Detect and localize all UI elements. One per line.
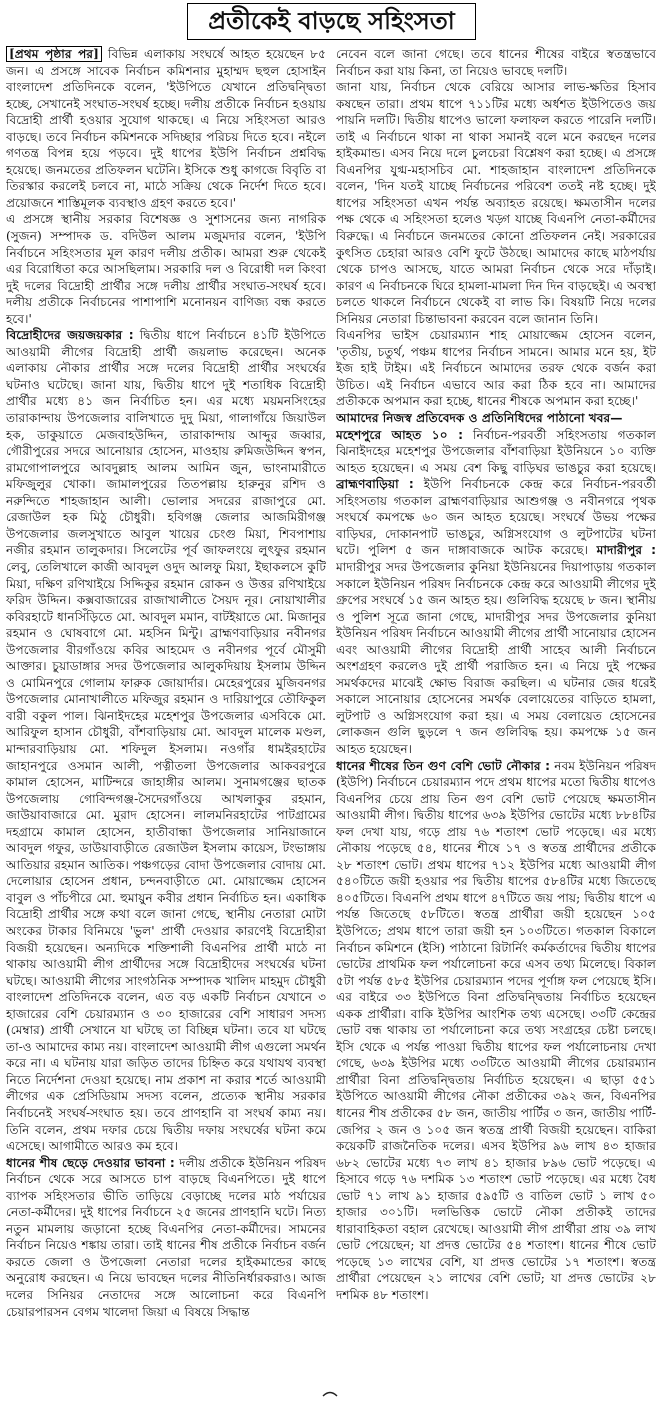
continued-tag: [প্রথম পৃষ্ঠার পর] xyxy=(6,46,102,62)
brahmanbaria-subhead: ব্রাহ্মণবাড়িয়া : xyxy=(336,477,414,492)
left-column xyxy=(6,46,326,1386)
maheshpur-subhead: মহেশপুরে আহত ১০ : xyxy=(336,427,463,442)
right-paragraph-3: বিএনপির ভাইস চেয়ারম্যান শাহ মোয়াজ্জেম হোসেন বলেন, 'তৃতীয়, চতুর্থ, পঞ্চম ধাপের নির্বাচন সামনে। আমার মনে হয়, ইট ইজ হাই টাইম। এই নির্বাচনে আমাদের তরফ থেকে বর্জন করা উচিত। এই নির্বাচন এভাবে আর করা ঠিক হবে না। আমাদের প্রতীককে অপমান করা হচ্ছে, ধানের শীষকে অপমান করা হচ্ছে।' xyxy=(336,328,656,409)
right-paragraph-1: নেবেন বলে জানা গেছে। তবে ধানের শীষের বাইরে স্বতন্ত্রভাবে নির্বাচন করা যায় কিনা, তা নিয়েও ভাবছে দলটি। xyxy=(336,47,656,78)
right-paragraph-2: জানা যায়, নির্বাচন থেকে বেরিয়ে আসার লাভ-ক্ষতির হিসাব কষছেন তারা। প্রথম ধাপে ৭১১টির মধ্যে অর্ধশত ইউপিতেও জয় পায়নি দলটি। দ্বিতীয় ধাপেও ভালো ফলাফল করতে পারেনি দলটি। তাই এ নির্বাচনে থাকা না থাকা সমানই বলে মনে করছেন দলের হাইকমান্ড। এসব নিয়ে দলে চুলচেরা বিশ্লেষণ করা হচ্ছে। এ প্রসঙ্গে বিএনপির যুগ্ম-মহাসচিব মো. শাহজাহান বাংলাদেশ প্রতিদিনকে বলেন, 'দিন যতই যাচ্ছে নির্বাচনের পরিবেশ ততই নষ্ট হচ্ছে। দুই ধাপের সহিংসতা এখন পর্যন্ত অব্যাহত রয়েছে। ক্ষমতাসীন দলের পক্ষ থেকে এ সহিংসতা হলেও খড়্গ যাচ্ছে বিএনপি নেতা-কর্মীদের বিরুদ্ধে। এ নির্বাচনে জনমতের কোনো প্রতিফলন নেই। সরকারের কুৎসিত চেহারা আরও বেশি ফুটে উঠছে। আমাদের কাছে মাঠপর্যায় থেকে চাপও আসছে, যাতে আমরা নির্বাচন থেকে সরে দাঁড়াই। কারণ এ নির্বাচনকে ঘিরে হামলা-মামলা দিন দিন বাড়ছেই। এ অবস্থা চলতে থাকলে নির্বাচনে থেকেই বা লাভ কি। বিষয়টি নিয়ে দলের সিনিয়র নেতারা চিন্তাভাবনা করবেন বলে জানান তিনি। xyxy=(336,80,656,326)
headline: প্রতীকেই বাড়ছে সহিংসতা xyxy=(187,3,476,40)
madaripur-subhead: মাদারীপুর : xyxy=(596,543,656,558)
maheshpur-text: নির্বাচন-পরবর্তী সহিংসতায় গতকাল ঝিনাইদহের মহেশপুর উপজেলার বাঁশবাড়িয়া ইউনিয়নে ১০ ব্যক্তি আহত হয়েছেন। এ সময় বেশ কিছু বাড়িঘর ভাঙচুর করা হয়েছে। xyxy=(336,427,656,475)
left-section-rebels xyxy=(6,327,326,1154)
votes-subhead: ধানের শীষের তিন গুণ বেশি ভোট নৌকার : xyxy=(336,758,551,773)
left-paragraph-2: এ প্রসঙ্গে স্থানীয় সরকার বিশেষজ্ঞ ও সুশাসনের জন্য নাগরিক (সুজন) সম্পাদক ড. বদিউল আলম মজুমদার বলেন, 'ইউপি নির্বাচনে সহিংসতার মূল কারণ দলীয় প্রতীক। আমরা শুরু থেকেই এর বিরোধিতা করে আসছিলাম। সরকারি দল ও বিরোধী দল কিংবা দুই দলের বিদ্রোহী প্রার্থীর সঙ্গে দলীয় প্রার্থীর সংঘাত-সংঘর্ষ হবে। দলীয় প্রতীকে নির্বাচনের পাশাপাশি মনোনয়ন বাণিজ্য বন্ধ করতে হবে।' xyxy=(6,212,326,326)
left-section-boycott xyxy=(6,1155,326,1320)
votes-text: নবম ইউনিয়ন পরিষদ (ইউপি) নির্বাচনে চেয়ারম্যান পদে প্রথম ধাপের মতো দ্বিতীয় ধাপেও বিএনপির চেয়ে প্রায় তিন গুণ বেশি ভোট পেয়েছে ক্ষমতাসীন আওয়ামী লীগ। দ্বিতীয় ধাপের ৬৩৯ ইউপির ভোটের মধ্যে ৮৮৪টির ফল দেখা যায়, গড়ে প্রায় ৭৬ শতাংশ ভোট পড়েছে। এর মধ্যে নৌকায় পড়েছে ৫৪, ধানের শীষে ১৭ ও স্বতন্ত্র প্রার্থীদের প্রতীকে ২৮ শতাংশ ভোট। প্রথম ধাপের ৭১২ ইউপির মধ্যে আওয়ামী লীগ ৫৪০টিতে জয়ী হওয়ার পর দ্বিতীয় ধাপের ৫৮৪টির মধ্যে জিতেছে ৪০৫টিতে। বিএনপি প্রথম ধাপে ৪৭টিতে জয় পায়; দ্বিতীয় ধাপে এ পর্যন্ত জিতেছে ৫৮টিতে। স্বতন্ত্র প্রার্থীরা জয়ী হয়েছেন ১০৫ ইউপিতে; প্রথম ধাপে তারা জয়ী হন ১০৩টিতে। গতকাল বিকালে নির্বাচন কমিশনে (ইসি) পাঠানো রিটার্নিং কর্মকর্তাদের দ্বিতীয় ধাপের ভোটের প্রাথমিক ফল পর্যালোচনা করে এসব তথ্য মিলেছে। বিকাল ৫টা পর্যন্ত ৫৮৫ ইউপির চেয়ারম্যান পদের পূর্ণাঙ্গ ফল পেয়েছে ইসি। এর বাইরে ৩৩ ইউপিতে বিনা প্রতিদ্বন্দ্বিতায় নির্বাচিত হয়েছেন একক প্রার্থীরা। বাকি ইউপির আংশিক তথ্য এসেছে। ৩৩টি কেন্দ্রের ভোট বন্ধ থাকায় তা পর্যালোচনা করে তথ্য সংগ্রহের চেষ্টা চলছে। ইসি থেকে এ পর্যন্ত পাওয়া দ্বিতীয় ধাপের ফল পর্যালোচনায় দেখা গেছে, ৬৩৯ ইউপির মধ্যে ৩৩টিতে আওয়ামী লীগের চেয়ারম্যান প্রার্থীরা বিনা প্রতিদ্বন্দ্বিতায় নির্বাচিত হয়েছেন। এ ছাড়া ৫৫১ ইউপিতে আওয়ামী লীগের নৌকা প্রতীকের ৩৯২ জন, বিএনপির ধানের শীষ প্রতীকের ৫৮ জন, জাতীয় পার্টির ৩ জন, জাতীয় পার্টি-জেপির ২ জন ও ১০৫ জন স্বতন্ত্র প্রার্থী বিজয়ী হয়েছেন। বাকিরা কয়েকটি রাজনৈতিক দলের। এসব ইউপির ৯৬ লাখ ৪৩ হাজার ৬৮২ ভোটের মধ্যে ৭৩ লাখ ৪১ হাজার ৮৯৬ ভোট পড়েছে। এ হিসাবে গড়ে ৭৬ দশমিক ১৩ শতাংশ ভোট পড়েছে। এর মধ্যে বৈধ ভোট ৭১ লাখ ৯১ হাজার ৫৯৫টি ও বাতিল ভোট ১ লাখ ৫০ হাজার ৩০১টি। দলভিত্তিক ভোটে নৌকা প্রতীকই তাদের ধারাবাহিকতা বহাল রেখেছে। আওয়ামী লীগ প্রার্থীরা প্রায় ৩৯ লাখ ভোট পেয়েছেন; যা প্রদত্ত ভোটের ৫৪ শতাংশ। ধানের শীষে ভোট পড়েছে ১৩ লাখের বেশি, যা প্রদত্ত ভোটের ১৭ শতাংশ। স্বতন্ত্র প্রার্থীরা পেয়েছেন ২১ লাখের বেশি ভোট; যা প্রদত্ত ভোটের ২৮ দশমিক ৪৮ শতাংশ। xyxy=(336,758,656,1303)
rebels-text: দ্বিতীয় ধাপে নির্বাচনে ৪১টি ইউপিতে আওয়ামী লীগের বিদ্রোহী প্রার্থী জয়লাভ করেছেন। অনেক এলাকায় নৌকার প্রার্থীর সঙ্গে দলের বিদ্রোহী প্রার্থীর সংঘর্ষের ঘটনাও ঘটেছে। জানা যায়, দ্বিতীয় ধাপে দুই শতাধিক বিদ্রোহী প্রার্থীর মধ্যে ৪১ জন নির্বাচিত হন। এর মধ্যে ময়মনসিংহের তারাকান্দায় উপজেলার বালিখাতে দুদু মিয়া, গালাগাঁয়ে জিয়াউল হক, ডাকুয়াতে মেজবাহউদ্দিন, তারাকান্দায় আব্দুর জব্বার, গৌরীপুরের সদরে আনোয়ার হোসেন, মাওহায় রুমিজউদ্দিন স্বপন, রামগোপালপুরে আবদুল্লাহ আলম আমিন জুন, ভাংনামারীতে মফিজুলুর খোকা। জামালপুরের তিতপল্লায় হারুনুর রশিদ ও নরুন্দিতে শাহজাহান আলী। ভোলার সদরের রাজাপুরে মো. রেজাউল হক মিঠু চৌধুরী। হবিগঞ্জ জেলার আজমিরীগঞ্জ উপজেলার জলসুখাতে আবুল খায়ের চেংগু মিয়া, শিবপাশায় নজীর রহমান তালুকদার। সিলেটের পূর্ব জাফলংয়ে লুৎফুর রহমান লেবু, তেলিখালে কাজী আবদুল ওদুদ আলফু মিয়া, ইছাকলসে কুটি মিয়া, দক্ষিণ রণিখাইয়ে সিদ্দিকুর রহমান রোকন ও উত্তর রণিখাইয়ে ফরিদ উদ্দিন। কক্সবাজারের রাজাখালীতে সৈয়দ নূর। নোয়াখালীর কবিরহাটে ধানসিঁড়িতে মো. আবদুল মমান, বাটইয়াতে মো. মিজানুর রহমান ও ঘোষবাগে মো. মহসিন মিন্টু। ব্রাহ্মণবাড়িয়ার নবীনগর উপজেলার বীরগাঁওয়ে কবির আহমেদ ও নবীনগর পূর্বে মৌসুমী আক্তার। চুয়াডাঙ্গার সদর উপজেলার আলুকদিয়ায় ইসলাম উদ্দিন ও মোমিনপুরে গোলাম ফারুক জোয়ার্দার। মেহেরপুরের মুজিবনগর উপজেলার মোনাখালীতে মফিজুর রহমান ও দারিয়াপুরে তৌফিকুল বারী বকুল পাল। ঝিনাইদহের মহেশপুর উপজেলার এসবিকে মো. আরিফুল হাসান চৌধুরী, বাঁশবাড়িয়ায় মো. আবদুল মালেক মণ্ডল, মান্দারবাড়িয়ায় মো. শফিদুল ইসলাম। নওগাঁর ধামইরহাটের জাহানপুরে ওসমান আলী, পত্নীতলা উপজেলার আকবরপুরে কামাল হোসেন, মাটিন্দরে জাহাঙ্গীর আলম। সুনামগঞ্জের ছাতক উপজেলায় গোবিন্দগঞ্জ-সৈদেরগাঁওয়ে আখলাকুর রহমান, জাউয়াবাজারে মো. মুরাদ হোসেন। লালমনিরহাটের পাটগ্রামের দহগ্রামে কামাল হোসেন, হাতীবান্ধা উপজেলার সানিয়াজানে আবদুল গফুর, ডাউয়াবাড়ীতে রেজাউল ইসলাম কায়েস, টংভাঙ্গায় আতিয়ার রহমান আতিক। পঞ্চগড়ের বোদা উপজেলার বোদায় মো. দেলোয়ার হোসেন প্রধান, চন্দনবাড়ীতে মো. মোয়াজ্জেম হোসেন বাবুল ও পাঁচপীরে মো. হুমায়ুন কবীর প্রধান নির্বাচিত হন। একাধিক বিদ্রোহী প্রার্থীর সঙ্গে কথা বলে জানা গেছে, স্থানীয় নেতারা মোটা অংকের টাকার বিনিময়ে 'ভুল' প্রার্থী দেওয়ার কারণেই বিদ্রোহীরা বিজয়ী হয়েছেন। অন্যদিকে শক্তিশালী বিএনপির প্রার্থী মাঠে না থাকায় আওয়ামী লীগ প্রার্থীদের সঙ্গে বিদ্রোহীদের সংঘর্ষের ঘটনা ঘটছে। আওয়ামী লীগের সাংগঠনিক সম্পাদক খালিদ মাহমুদ চৌধুরী বাংলাদেশ প্রতিদিনকে বলেন, এত বড় একটি নির্বাচন যেখানে ৩ হাজারের বেশি চেয়ারম্যান ও ৩০ হাজারের বেশি সাধারণ সদস্য (মেম্বার) প্রার্থী সেখানে যা ঘটছে তা বিচ্ছিন্ন ঘটনা। তবে যা ঘটছে তা-ও আমাদের কাম্য নয়। বাংলাদেশ আওয়ামী লীগ এগুলো সমর্থন করে না। এ ঘটনায় যারা জড়িত তাদের চিহ্নিত করে যথাযথ ব্যবস্থা নিতে নির্দেশনা দেওয়া হয়েছে। নাম প্রকাশ না করার শর্তে আওয়ামী লীগের এক প্রেসিডিয়াম সদস্য বলেন, প্রত্যেক স্থানীয় সরকার নির্বাচনেই সংঘর্ষ-সংঘাত হয়। তবে প্রাণহানি বা সংঘর্ষ কাম্য নয়। তিনি বলেন, প্রথম দফার চেয়ে দ্বিতীয় দফায় সংঘর্ষের ঘটনা কমে এসেছে। আগামীতে আরও কম হবে। xyxy=(6,328,326,1154)
page-continuation-mark xyxy=(320,1387,340,1399)
left-paragraph-1 xyxy=(6,46,326,211)
left-p1-text: বিভিন্ন এলাকায় সংঘর্ষে আহত হয়েছেন ৮৫ জন। এ প্রসঙ্গে সাবেক নির্বাচন কমিশনার মুহাম্মদ ছহুল হোসাইন বাংলাদেশ প্রতিদিনকে বলেন, 'ইউপিতে যেখানে প্রতিদ্বন্দ্বিতা হচ্ছে, সেখানেই সংঘাত-সংঘর্ষ হচ্ছে। দলীয় প্রতীকে নির্বাচন হওয়ায় বিদ্রোহী প্রার্থী হওয়ার সুযোগ থাকছে। এ নিয়ে সহিংসতা আরও বাড়ছে। তবে নির্বাচন কমিশনকে সদিচ্ছার পরিচয় দিতে হবে। নইলে গণতন্ত্র বিপন্ন হয়ে পড়বে। দুই ধাপের ইউপি নির্বাচন প্রশ্নবিদ্ধ হয়েছে। জনমতের প্রতিফলন ঘটেনি। ইসিকে শুধু কাগজে বিবৃতি বা তিরস্কার করলেই চলবে না, মাঠে সক্রিয় থেকে নির্দেশ দিতে হবে। প্রয়োজনে শাস্তিমূলক ব্যবস্থাও গ্রহণ করতে হবে।' xyxy=(6,47,326,210)
right-section-maheshpur xyxy=(336,427,656,758)
headline-area xyxy=(6,0,657,46)
rebels-subhead: বিদ্রোহীদের জয়জয়কার : xyxy=(6,328,134,343)
madaripur-text: মাদারীপুর সদর উপজেলার কুনিয়া ইউনিয়নের দিয়াপাড়ায় গতকাল সকালে ইউনিয়ন পরিষদ নির্বাচনকে কেন্দ্র করে আওয়ামী লীগের দুই গ্রুপের সংঘর্ষে ১৫ জন আহত হয়। গুলিবিদ্ধ হয়েছে ৮ জন। স্থানীয় ও পুলিশ সূত্রে জানা গেছে, মাদারীপুর সদর উপজেলার কুনিয়া ইউনিয়ন পরিষদ নির্বাচনে আওয়ামী লীগের প্রার্থী সানোয়ার হোসেন এবং আওয়ামী লীগের বিদ্রোহী প্রার্থী সাহেব আলী নির্বাচনে অংশগ্রহণ করলেও দুই প্রার্থী পরাজিত হন। এ নিয়ে দুই পক্ষের সমর্থকদের মাঝেই ক্ষোভ বিরাজ করছিল। এ ঘটনার জের ধরেই সকালে সানোয়ার হোসেনের সমর্থক বেলায়েতের বাড়িতে হামলা, লুটপাট ও অগ্নিসংযোগ করা হয়। এ সময় বেলায়েত হোসেনের লোকজন গুলি ছুড়লে ৭ জন গুলিবিদ্ধ হয়। কমপক্ষে ১৫ জন আহত হয়েছেন। xyxy=(336,559,656,756)
boycott-text: দলীয় প্রতীকে ইউনিয়ন পরিষদ নির্বাচন থেকে সরে আসতে চাপ বাড়ছে বিএনপিতে। দুই ধাপে ব্যাপক সহিংসতার ভীতি তাড়িয়ে বেড়াচ্ছে দলের মাঠ পর্যায়ের নেতা-কর্মীদের। দুই ধাপের নির্বাচনে ২৫ জনের প্রাণহানি ঘটে। নিত্য নতুন মামলায় জড়ানো হচ্ছে বিএনপির নেতা-কর্মীদের। সামনের নির্বাচন নিয়েও শঙ্কায় তারা। তাই ধানের শীষ প্রতীকে নির্বাচন বর্জন করতে জেলা ও উপজেলা নেতারা দলের হাইকমান্ডের কাছে অনুরোধ করছেন। এ নিয়ে ভাবছেন দলের নীতিনির্ধারকরাও। আজ দলের সিনিয়র নেতাদের সঙ্গে আলোচনা করে বিএনপি চেয়ারপারসন বেগম খালেদা জিয়া এ বিষয়ে সিদ্ধান্ত xyxy=(6,1155,326,1319)
right-column xyxy=(336,46,656,1386)
brahmanbaria-text: ইউপি নির্বাচনকে কেন্দ্র করে নির্বাচন-পরবর্তী সহিংসতায় গতকাল ব্রাহ্মণবাড়িয়ার আশুগঞ্জ ও নবীনগরে পৃথক সংঘর্ষে কমপক্ষে ৬০ জন আহত হয়েছে। সংঘর্ষে উভয় পক্ষের বাড়িঘর, দোকানপাট ভাঙচুর, অগ্নিসংযোগ ও লুটপাটের ঘটনা ঘটে। পুলিশ ৫ জন দাঙ্গাবাজকে আটক করেছে। xyxy=(336,477,656,558)
article-columns xyxy=(6,46,657,1386)
reporters-heading: আমাদের নিজস্ব প্রতিবেদক ও প্রতিনিধিদের পাঠানো খবর— xyxy=(336,411,623,426)
boycott-subhead: ধানের শীষ ছেড়ে দেওয়ার ভাবনা : xyxy=(6,1155,175,1170)
right-section-votes xyxy=(336,758,656,1304)
